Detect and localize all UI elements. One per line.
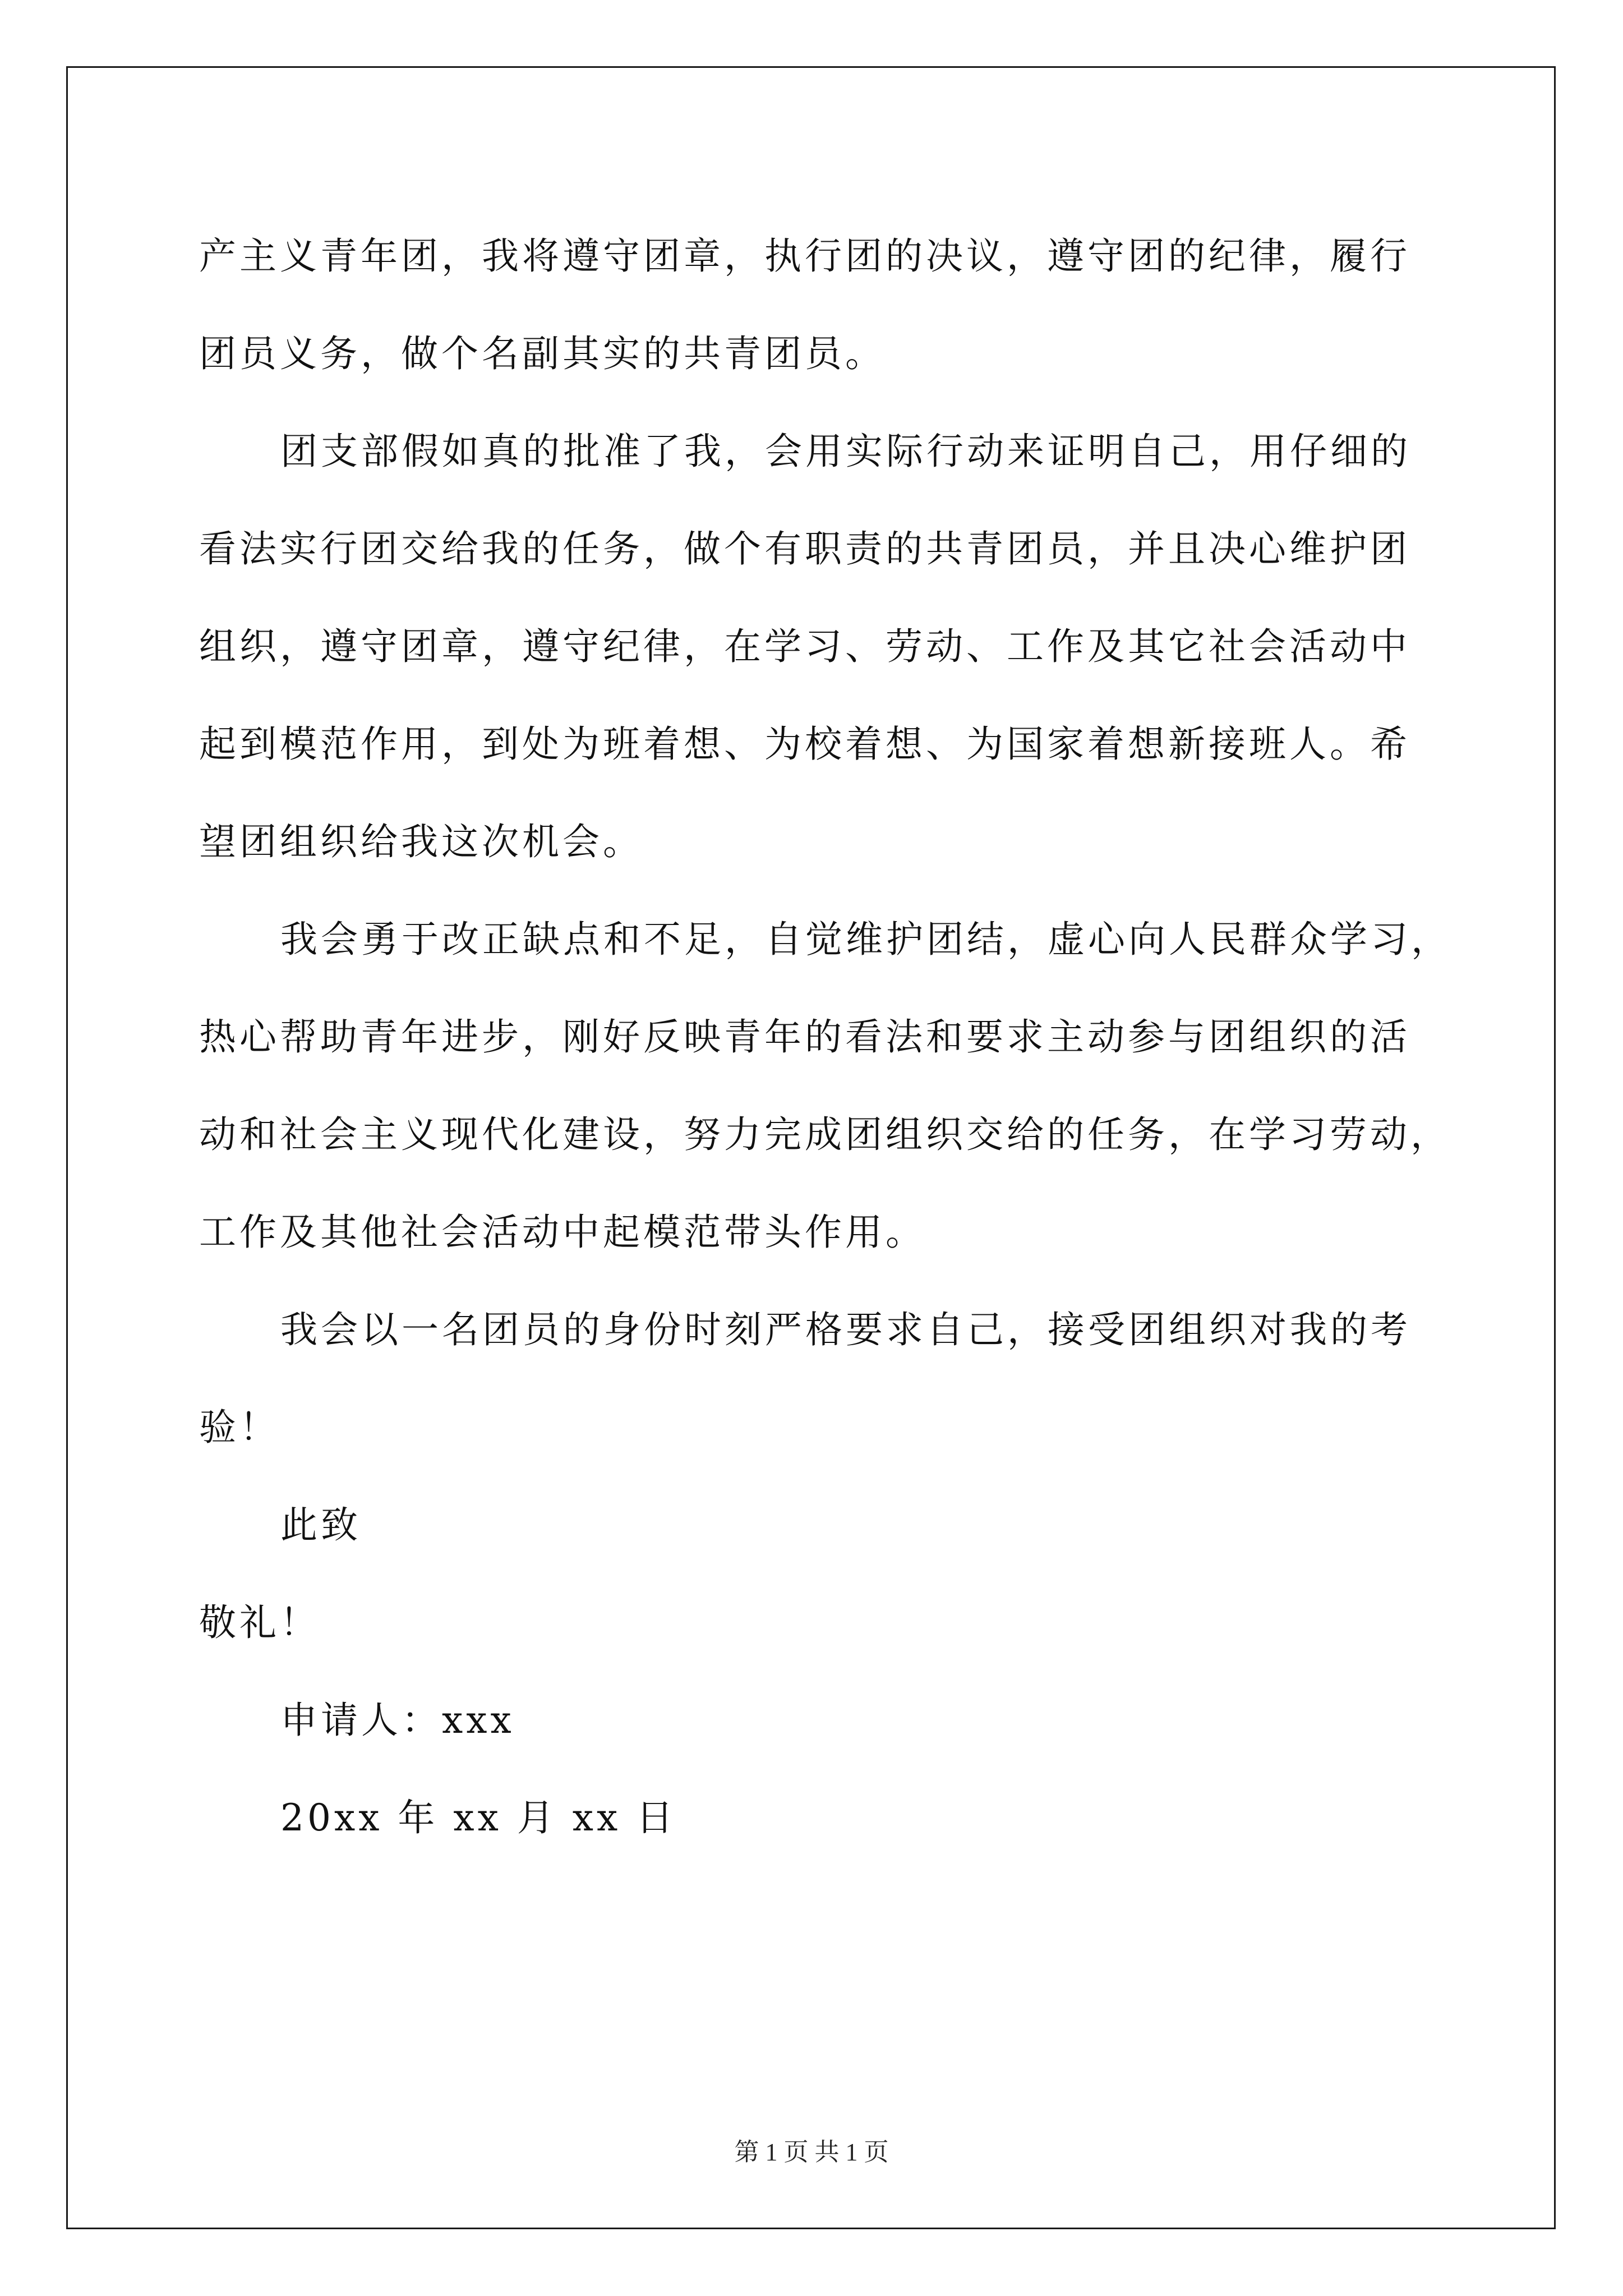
text-line: 动和社会主义现代化建设，努力完成团组织交给的任务，在学习劳动， bbox=[199, 1113, 1451, 1156]
document-body bbox=[199, 208, 1461, 1867]
text-line: 望团组织给我这次机会。 bbox=[199, 820, 643, 863]
text-line: 验！ bbox=[199, 1406, 280, 1449]
text-line: 团员义务，做个名副其实的共青团员。 bbox=[199, 332, 886, 375]
text-line: 起到模范作用，到处为班着想、为校着想、为国家着想新接班人。希 bbox=[199, 723, 1410, 766]
paragraph-start: 我会勇于改正缺点和不足，自觉维护团结，虚心向人民群众学习， bbox=[280, 918, 1451, 961]
page-footer: 第 1 页 共 1 页 bbox=[734, 2138, 889, 2166]
closing-regards: 敬礼！ bbox=[199, 1601, 320, 1644]
text-line: 看法实行团交给我的任务，做个有职责的共青团员，并且决心维护团 bbox=[199, 527, 1410, 570]
paragraph-start: 我会以一名团员的身份时刻严格要求自己，接受团组织对我的考 bbox=[280, 1308, 1411, 1351]
date-line: 20xx 年 xx 月 xx 日 bbox=[280, 1796, 677, 1839]
closing-salutation: 此致 bbox=[280, 1503, 361, 1547]
paragraph-start: 团支部假如真的批准了我，会用实际行动来证明自己，用仔细的 bbox=[280, 430, 1411, 473]
text-line: 热心帮助青年进步，刚好反映青年的看法和要求主动参与团组织的活 bbox=[199, 1015, 1410, 1059]
text-line: 产主义青年团，我将遵守团章，执行团的决议，遵守团的纪律，履行 bbox=[199, 234, 1410, 278]
applicant-signature: 申请人：xxx bbox=[280, 1699, 515, 1742]
text-line: 工作及其他社会活动中起模范带头作用。 bbox=[199, 1211, 926, 1254]
text-line: 组织，遵守团章，遵守纪律，在学习、劳动、工作及其它社会活动中 bbox=[199, 625, 1410, 668]
